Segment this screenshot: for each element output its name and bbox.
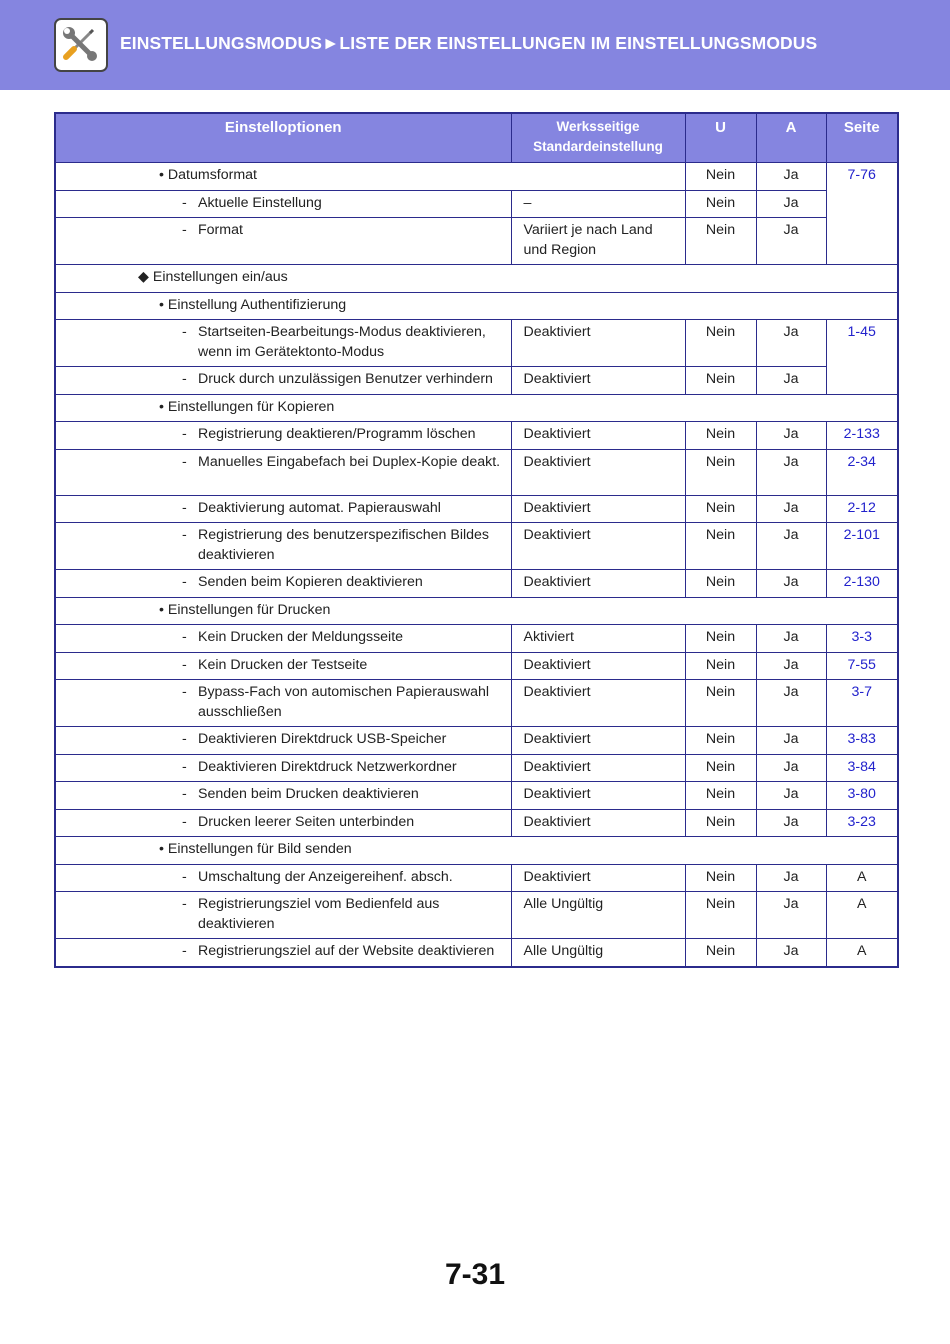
default-value: Deaktiviert: [523, 371, 591, 387]
page-link[interactable]: 3-84: [847, 758, 876, 775]
page-header: [0, 0, 950, 90]
table-row: [55, 570, 898, 598]
page-link[interactable]: 2-130: [843, 574, 880, 590]
table-row: [55, 864, 898, 892]
row-label: Umschaltung der Anzeigereihenf. absch.: [198, 868, 453, 885]
page-link[interactable]: 2-12: [847, 499, 876, 516]
row-label: Druck durch unzulässigen Benutzer verhindern: [198, 371, 493, 387]
a-value: Ja: [783, 167, 799, 183]
a-value: Ja: [783, 194, 799, 211]
a-value: Ja: [783, 629, 799, 645]
table-row: [55, 218, 898, 265]
row-label: • Datumsformat: [159, 167, 257, 183]
row-label: Bypass-Fach von automischen Papierauswahl ausschließen: [198, 684, 489, 720]
page-link[interactable]: 3-83: [847, 731, 876, 747]
a-value: Ja: [783, 574, 799, 590]
u-value: Nein: [705, 786, 736, 802]
settings-table: [54, 112, 899, 968]
dash: -: [182, 499, 187, 516]
table-row: [55, 495, 898, 523]
a-value: Ja: [783, 656, 799, 673]
u-value: Nein: [705, 371, 736, 387]
default-value: Aktiviert: [523, 629, 574, 645]
default-value: Deaktiviert: [523, 758, 591, 775]
a-value: Ja: [783, 371, 799, 387]
u-value: Nein: [705, 574, 736, 590]
header-a: A: [756, 113, 826, 163]
row-label: Senden beim Kopieren deaktivieren: [198, 574, 423, 590]
default-value: Deaktiviert: [523, 656, 591, 673]
dash: -: [182, 786, 187, 802]
table-row: [55, 680, 898, 727]
table-row: [55, 367, 898, 395]
page-link[interactable]: 2-101: [843, 527, 880, 543]
page-ref: A: [857, 896, 867, 912]
row-label: Deaktivierung automat. Papierauswahl: [198, 499, 441, 516]
default-value: –: [523, 194, 532, 211]
page-link[interactable]: 7-55: [847, 656, 876, 673]
dash: -: [182, 222, 187, 238]
a-value: Ja: [783, 684, 799, 700]
u-value: Nein: [705, 527, 736, 543]
section-label: • Einstellungen für Drucken: [159, 601, 331, 618]
u-value: Nein: [705, 943, 736, 959]
section-row: [55, 837, 898, 865]
a-value: Ja: [783, 453, 799, 470]
page-link[interactable]: 7-76: [847, 167, 876, 183]
default-value: Deaktiviert: [523, 527, 591, 543]
page-title: EINSTELLUNGSMODUS►LISTE DER EINSTELLUNGEN IM EINSTELLUNGSMODUS: [120, 33, 818, 53]
table-row: [55, 422, 898, 450]
a-value: Ja: [783, 324, 799, 340]
section-row: [55, 265, 898, 293]
a-value: Ja: [783, 813, 799, 830]
a-value: Ja: [783, 758, 799, 775]
row-label: Kein Drucken der Meldungsseite: [198, 629, 404, 645]
u-value: Nein: [705, 813, 736, 830]
table-row: [55, 782, 898, 810]
row-label: Deaktivieren Direktdruck USB-Speicher: [198, 731, 447, 747]
a-value: Ja: [783, 499, 799, 516]
section-row: [55, 597, 898, 625]
u-value: Nein: [705, 868, 736, 885]
u-value: Nein: [705, 426, 736, 442]
u-value: Nein: [705, 684, 736, 700]
header-u: U: [685, 113, 756, 163]
default-value: Deaktiviert: [523, 813, 591, 830]
u-value: Nein: [705, 167, 736, 183]
page-link[interactable]: 1-45: [847, 324, 876, 340]
page-link[interactable]: 2-34: [847, 453, 876, 470]
table-row: [55, 809, 898, 837]
dash: -: [182, 684, 187, 700]
a-value: Ja: [783, 896, 799, 912]
section-label: • Einstellung Authentifizierung: [159, 296, 347, 313]
dash: -: [182, 574, 187, 590]
default-value: Deaktiviert: [523, 684, 591, 700]
row-label: Registrierungsziel auf der Website deaktivieren: [198, 943, 495, 959]
dash: -: [182, 629, 187, 645]
row-label: Senden beim Drucken deaktivieren: [198, 786, 419, 802]
row-label: Kein Drucken der Testseite: [198, 656, 368, 673]
section-row: [55, 394, 898, 422]
header-default: Werksseitige Standardeinstellung: [511, 113, 685, 163]
table-row: [55, 625, 898, 653]
a-value: Ja: [783, 868, 799, 885]
default-value: Deaktiviert: [523, 731, 591, 747]
a-value: Ja: [783, 786, 799, 802]
u-value: Nein: [705, 896, 736, 912]
default-value: Deaktiviert: [523, 868, 591, 885]
row-label: Deaktivieren Direktdruck Netzwerkordner: [198, 758, 457, 775]
dash: -: [182, 813, 187, 830]
row-label: Aktuelle Einstellung: [198, 194, 322, 211]
dash: -: [182, 656, 187, 673]
default-value: Alle Ungültig: [523, 943, 604, 959]
u-value: Nein: [705, 656, 736, 673]
u-value: Nein: [705, 731, 736, 747]
row-label: Manuelles Eingabefach bei Duplex-Kopie deakt.: [198, 453, 501, 470]
u-value: Nein: [705, 758, 736, 775]
page-link[interactable]: 3-7: [851, 684, 872, 700]
default-value: Deaktiviert: [523, 574, 591, 590]
row-label: Registrierungsziel vom Bedienfeld aus deaktivieren: [198, 896, 440, 932]
table-row: [55, 652, 898, 680]
u-value: Nein: [705, 629, 736, 645]
row-label: Startseiten-Bearbeitungs-Modus deaktivieren, wenn im Gerätektonto-Modus: [198, 324, 486, 360]
page-link[interactable]: 2-133: [843, 426, 880, 442]
u-value: Nein: [705, 222, 736, 238]
dash: -: [182, 758, 187, 775]
table-header-row: [55, 113, 898, 163]
u-value: Nein: [705, 194, 736, 211]
table-row: [55, 892, 898, 939]
row-label: Registrierung des benutzerspezifischen Bildes deaktivieren: [198, 527, 490, 563]
table-row: [55, 523, 898, 570]
u-value: Nein: [705, 324, 736, 340]
dash: -: [182, 453, 187, 470]
default-value: Alle Ungültig: [523, 896, 604, 912]
table-row: [55, 727, 898, 755]
section-row: [55, 292, 898, 320]
table-row: [55, 449, 898, 495]
default-value: Deaktiviert: [523, 453, 591, 470]
dash: -: [182, 868, 187, 885]
page-ref: A: [857, 868, 867, 885]
a-value: Ja: [783, 222, 799, 238]
table-row: [55, 320, 898, 367]
dash: -: [182, 527, 187, 543]
a-value: Ja: [783, 731, 799, 747]
default-value: Deaktiviert: [523, 499, 591, 516]
page-link[interactable]: 3-80: [847, 786, 876, 802]
dash: -: [182, 731, 187, 747]
dash: -: [182, 943, 187, 959]
page-number: 7-31: [444, 1258, 506, 1291]
table-row: [55, 754, 898, 782]
default-value: Deaktiviert: [523, 786, 591, 802]
section-label: ◆ Einstellungen ein/aus: [138, 269, 288, 285]
page-ref: A: [857, 943, 867, 959]
default-value: Deaktiviert: [523, 426, 591, 442]
a-value: Ja: [783, 527, 799, 543]
section-label: • Einstellungen für Kopieren: [159, 398, 335, 415]
header-page: Seite: [826, 113, 898, 163]
dash: -: [182, 194, 187, 211]
default-value: Variiert je nach Land und Region: [523, 222, 653, 258]
default-value: Deaktiviert: [523, 324, 591, 340]
row-label: Format: [198, 222, 243, 238]
a-value: Ja: [783, 426, 799, 442]
page-link[interactable]: 3-23: [847, 813, 876, 830]
table-row: [55, 939, 898, 967]
row-label: Drucken leerer Seiten unterbinden: [198, 813, 415, 830]
dash: -: [182, 371, 187, 387]
dash: -: [182, 426, 187, 442]
page-link[interactable]: 3-3: [851, 629, 872, 645]
tools-icon: [54, 18, 108, 72]
table-row: [55, 190, 898, 218]
table-row: [55, 163, 898, 191]
header-options: Einstelloptionen: [55, 113, 511, 163]
dash: -: [182, 896, 187, 912]
dash: -: [182, 324, 187, 340]
a-value: Ja: [783, 943, 799, 959]
row-label: Registrierung deaktieren/Programm löschen: [198, 426, 476, 442]
section-label: • Einstellungen für Bild senden: [159, 841, 352, 857]
u-value: Nein: [705, 453, 736, 470]
u-value: Nein: [705, 499, 736, 516]
